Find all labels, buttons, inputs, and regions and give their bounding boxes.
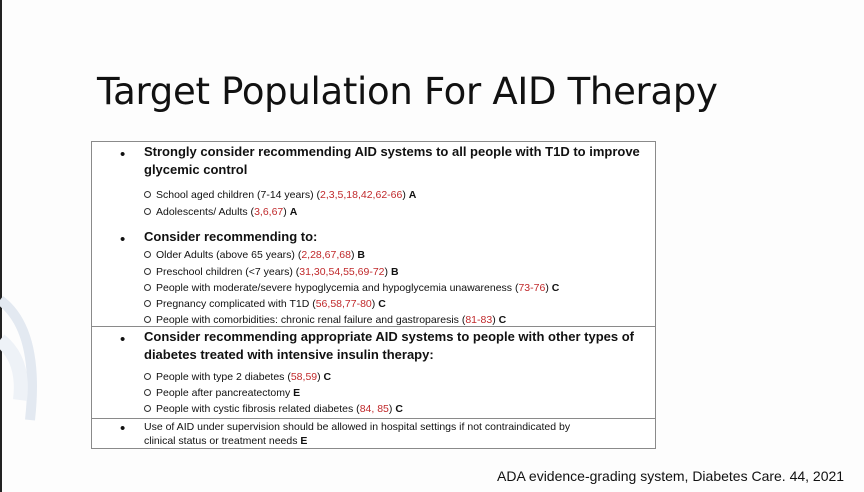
hollow-circle-icon bbox=[144, 373, 151, 380]
hollow-circle-icon bbox=[144, 405, 151, 412]
bullet-1: • bbox=[120, 146, 126, 163]
section-3-heading-line-1: Consider recommending appropriate AID systems to people with other types of bbox=[144, 329, 634, 344]
section-1-heading bbox=[144, 143, 640, 179]
list-item: People with cystic fibrosis related diabetes (84, 85) C bbox=[144, 403, 403, 416]
list-item: People with comorbidities: chronic renal failure and gastroparesis (81-83) C bbox=[144, 314, 506, 327]
hollow-circle-icon bbox=[144, 251, 151, 258]
recommendations-panel bbox=[91, 141, 656, 449]
hospital-note-line-2: clinical status or treatment needs E bbox=[144, 435, 308, 447]
section-1-heading-line-1: Strongly consider recommending AID systems to all people with T1D to improve bbox=[144, 144, 640, 159]
list-item: People with type 2 diabetes (58,59) C bbox=[144, 371, 331, 384]
list-item: Pregnancy complicated with T1D (56,58,77-80) C bbox=[144, 298, 386, 311]
list-item: People with moderate/severe hypoglycemia and hypoglycemia unawareness (73-76) C bbox=[144, 282, 559, 295]
hollow-circle-icon bbox=[144, 191, 151, 198]
list-item: People after pancreatectomy E bbox=[144, 387, 300, 400]
section-strong-and-consider bbox=[92, 142, 655, 327]
list-item: Older Adults (above 65 years) (2,28,67,68) B bbox=[144, 249, 365, 262]
hollow-circle-icon bbox=[144, 208, 151, 215]
decorative-swoosh bbox=[0, 0, 60, 492]
section-3-heading-line-2: diabetes treated with intensive insulin therapy: bbox=[144, 347, 434, 362]
citation-footer: ADA evidence-grading system, Diabetes Care. 44, 2021 bbox=[497, 468, 845, 484]
section-1-heading-line-2: glycemic control bbox=[144, 162, 248, 177]
list-item: Preschool children (<7 years) (31,30,54,55,69-72) B bbox=[144, 266, 399, 279]
list-item: School aged children (7-14 years) (2,3,5,18,42,62-66) A bbox=[144, 189, 416, 202]
hollow-circle-icon bbox=[144, 268, 151, 275]
section-hospital-note bbox=[92, 419, 655, 450]
bullet-4: • bbox=[120, 420, 126, 437]
bullet-3: • bbox=[120, 331, 126, 348]
slide-title: Target Population For AID Therapy bbox=[97, 70, 718, 113]
section-3-heading bbox=[144, 328, 634, 364]
hospital-note-text bbox=[144, 420, 644, 448]
hollow-circle-icon bbox=[144, 389, 151, 396]
hollow-circle-icon bbox=[144, 316, 151, 323]
bullet-2: • bbox=[120, 231, 126, 248]
hollow-circle-icon bbox=[144, 284, 151, 291]
hollow-circle-icon bbox=[144, 300, 151, 307]
section-2-heading: Consider recommending to: bbox=[144, 229, 318, 244]
hospital-note-line-1: Use of AID under supervision should be allowed in hospital settings if not contraindicated by bbox=[144, 421, 571, 433]
section-other-types bbox=[92, 327, 655, 419]
list-item: Adolescents/ Adults (3,6,67) A bbox=[144, 206, 297, 219]
